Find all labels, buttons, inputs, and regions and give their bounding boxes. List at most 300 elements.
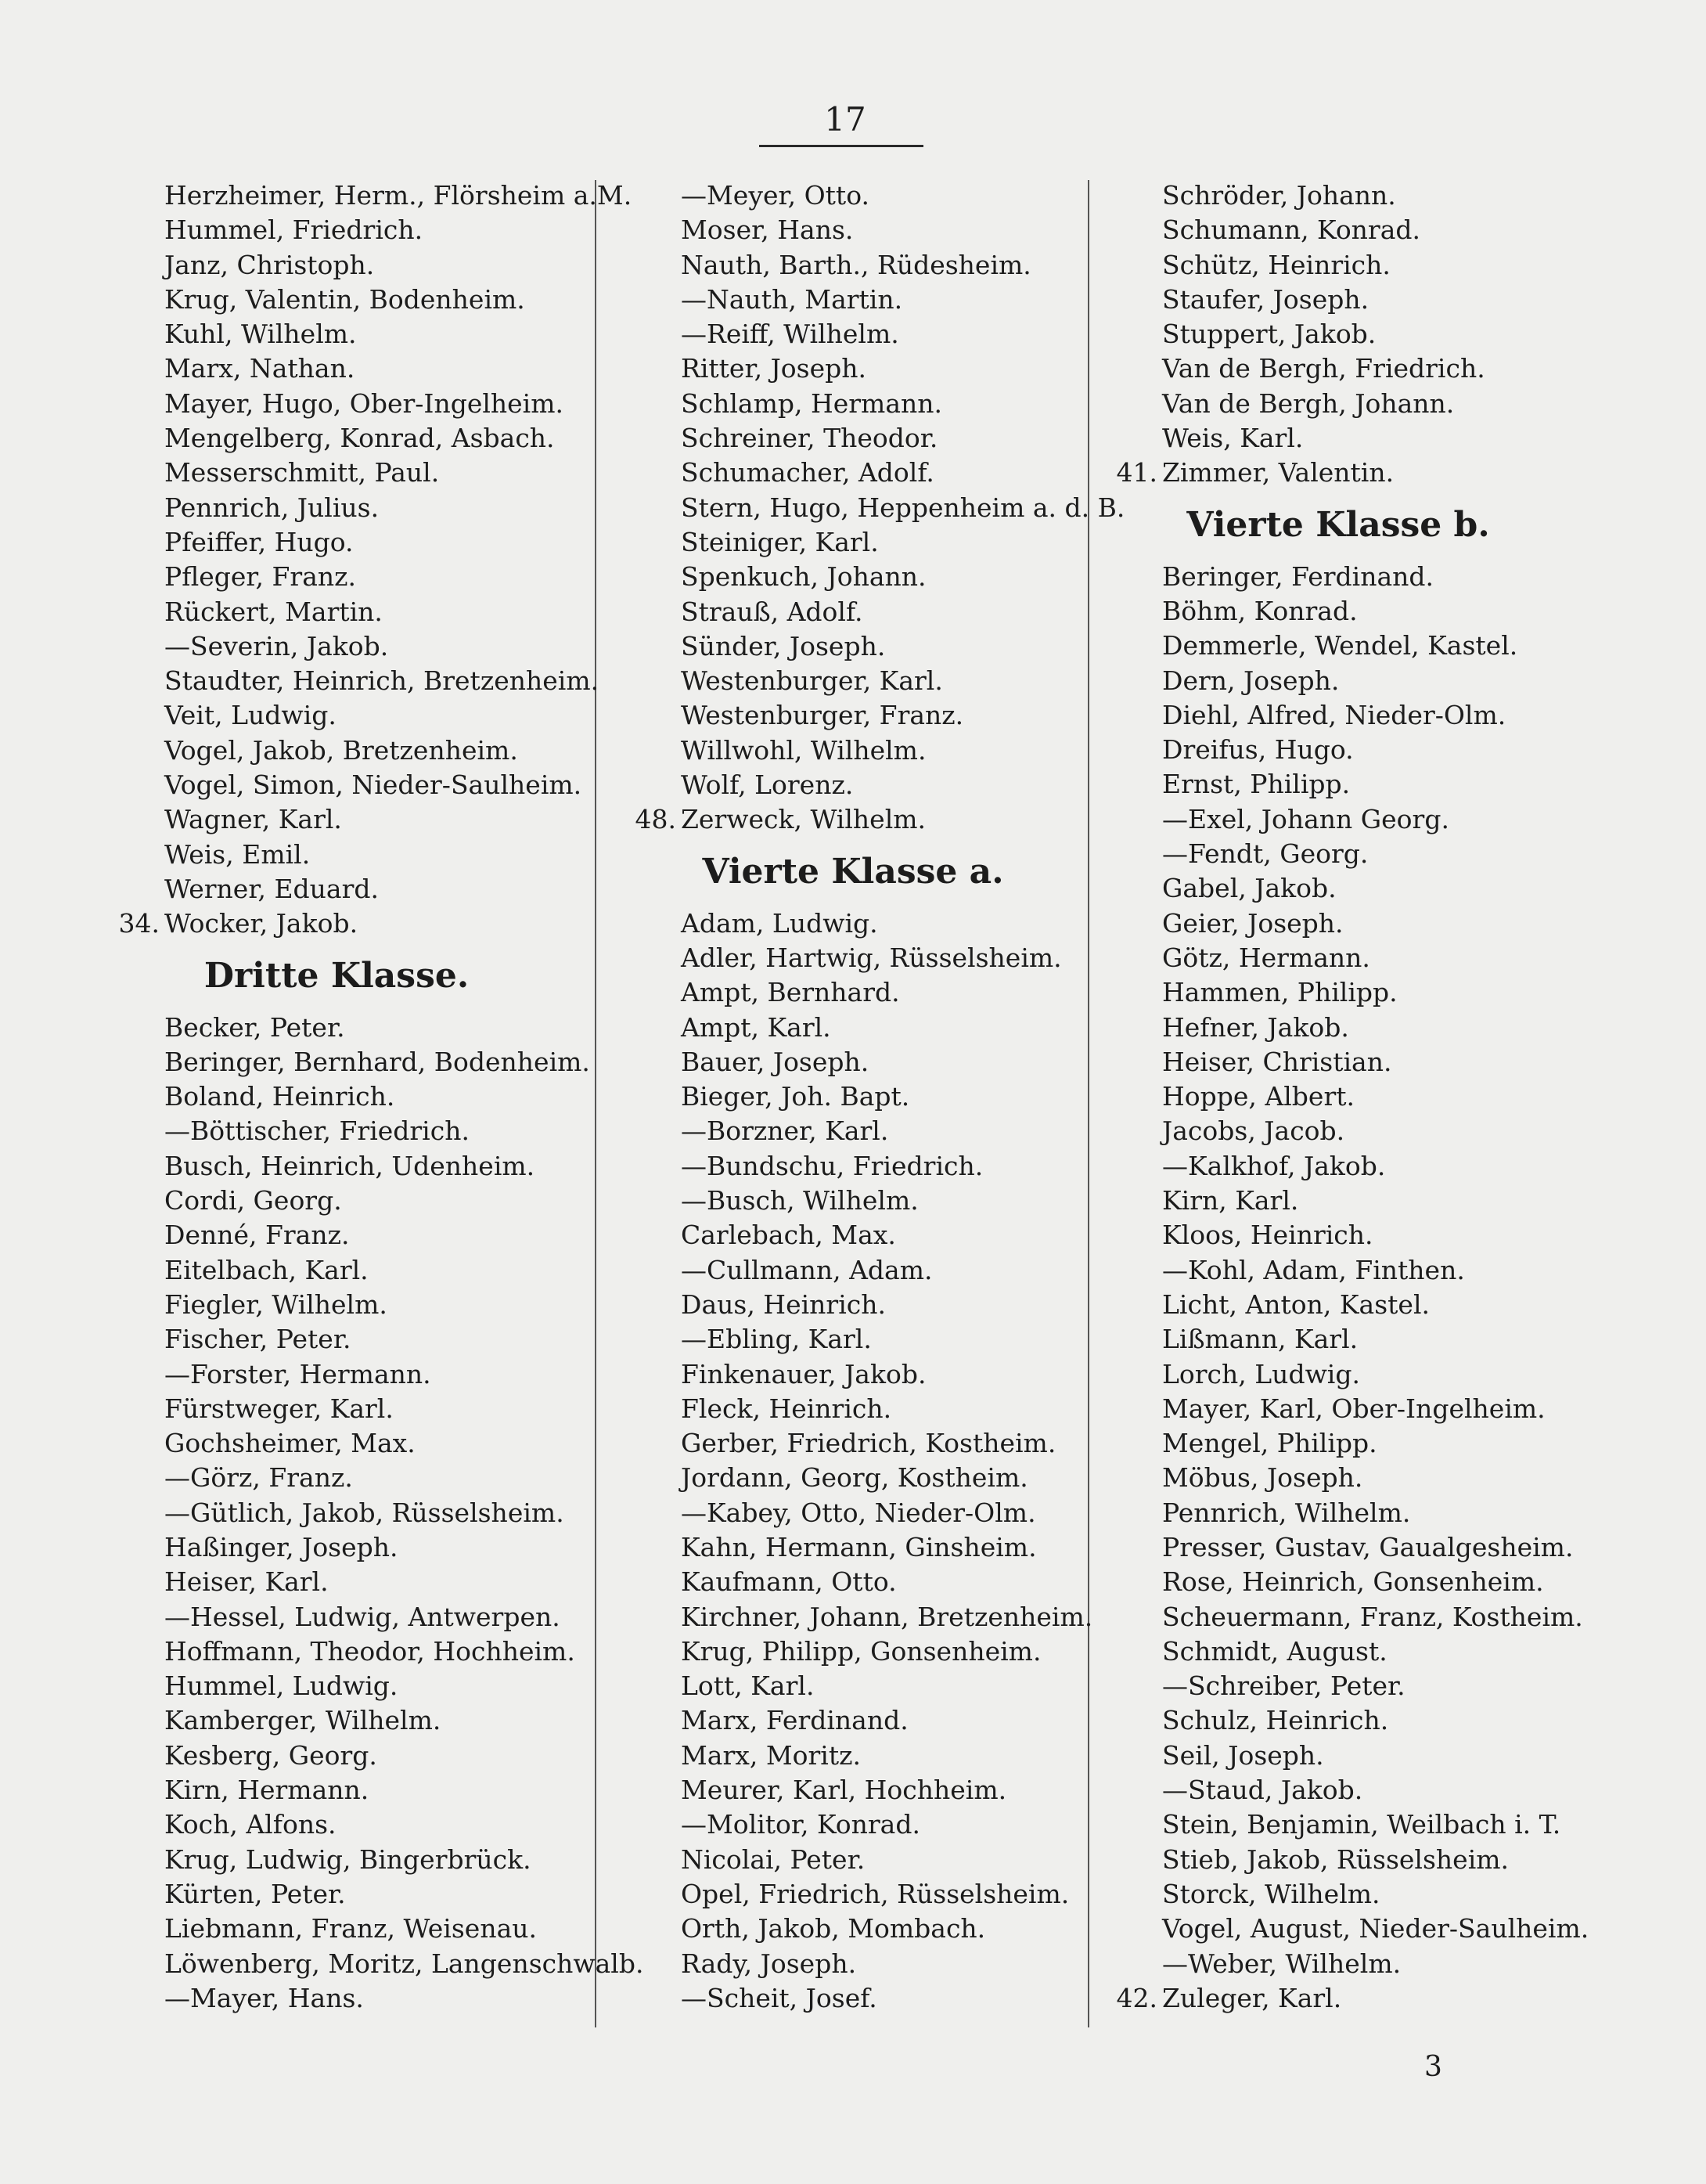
list-item	[610, 525, 1096, 560]
list-item	[1092, 733, 1585, 767]
list-item	[1092, 871, 1585, 906]
class-count: 42.	[1116, 1982, 1157, 2013]
student-name: Geier, Joseph.	[1162, 907, 1344, 939]
list-item	[1092, 178, 1585, 213]
list-item	[610, 213, 1096, 247]
list-item	[94, 213, 579, 247]
student-name: Kirn, Karl.	[1162, 1185, 1299, 1216]
list-item	[1092, 351, 1585, 386]
student-name: Denné, Franz.	[164, 1220, 350, 1251]
student-name: Westenburger, Franz.	[681, 700, 964, 731]
list-item	[94, 1288, 579, 1322]
student-name: Beringer, Ferdinand.	[1162, 560, 1434, 592]
list-item	[1092, 1877, 1585, 1912]
list-item	[94, 629, 579, 664]
list-item	[1092, 560, 1585, 594]
student-name: Boland, Heinrich.	[164, 1081, 395, 1112]
list-item	[94, 1114, 579, 1148]
student-name: Kaufmann, Otto.	[681, 1566, 897, 1598]
list-item	[94, 1981, 579, 2016]
student-name: Schmidt, August.	[1162, 1635, 1387, 1667]
list-item	[610, 733, 1096, 768]
student-name: Bieger, Joh. Bapt.	[681, 1081, 910, 1112]
list-item	[1092, 1079, 1585, 1114]
list-item	[94, 248, 579, 283]
student-name: —Scheit, Josef.	[681, 1982, 877, 2013]
student-name: Messerschmitt, Paul.	[164, 457, 440, 488]
student-name: Stieb, Jakob, Rüsselsheim.	[1162, 1843, 1510, 1875]
list-item	[610, 1773, 1096, 1807]
list-item	[94, 1011, 579, 1045]
list-item	[610, 975, 1096, 1010]
student-name: Schumacher, Adolf.	[681, 457, 934, 488]
student-name: Meurer, Karl, Hochheim.	[681, 1775, 1007, 1806]
list-item	[94, 283, 579, 317]
student-name: Dern, Joseph.	[1162, 665, 1340, 696]
student-name: —Cullmann, Adam.	[681, 1254, 933, 1285]
list-item	[610, 1184, 1096, 1218]
student-name: Mayer, Karl, Ober-Ingelheim.	[1162, 1393, 1546, 1424]
student-name: —Staud, Jakob.	[1162, 1775, 1363, 1806]
student-name: Seil, Joseph.	[1162, 1739, 1324, 1771]
student-name: Veit, Ludwig.	[164, 700, 337, 731]
student-name: Moser, Hans.	[681, 214, 854, 246]
list-item	[1092, 1912, 1589, 1946]
list-item	[94, 1392, 579, 1426]
list-item	[94, 768, 582, 802]
list-item	[94, 1947, 644, 1981]
student-name: —Kohl, Adam, Finthen.	[1162, 1254, 1465, 1285]
list-item	[610, 560, 1096, 594]
list-item	[610, 1565, 1096, 1599]
section-heading: Vierte Klasse b.	[1186, 504, 1490, 545]
list-item	[94, 1739, 579, 1773]
list-item	[94, 906, 579, 941]
student-name: —Hessel, Ludwig, Antwerpen.	[164, 1601, 560, 1632]
list-item	[610, 1357, 1096, 1392]
student-name: —Forster, Hermann.	[164, 1358, 431, 1389]
list-item	[94, 387, 579, 421]
student-name: Kloos, Heinrich.	[1162, 1220, 1373, 1251]
student-name: Janz, Christoph.	[164, 249, 375, 280]
student-name: Hoppe, Albert.	[1162, 1081, 1355, 1112]
list-item	[94, 421, 579, 456]
student-name: Diehl, Alfred, Nieder-Olm.	[1162, 699, 1506, 730]
student-name: Rady, Joseph.	[681, 1948, 857, 1979]
student-name: Koch, Alfons.	[164, 1809, 337, 1840]
student-name: —Böttischer, Friedrich.	[164, 1115, 470, 1147]
list-item	[1092, 1634, 1585, 1669]
list-item	[94, 1357, 579, 1392]
list-item	[94, 1426, 579, 1461]
student-name: Steiniger, Karl.	[681, 526, 879, 557]
student-name: Liebmann, Franz, Weisenau.	[164, 1913, 537, 1944]
student-name: Eitelbach, Karl.	[164, 1254, 369, 1285]
list-item	[610, 768, 1096, 802]
list-item	[1092, 975, 1585, 1010]
student-name: Marx, Nathan.	[164, 353, 355, 384]
student-name: Kürten, Peter.	[164, 1878, 346, 1909]
list-item	[94, 1496, 579, 1530]
list-item	[1092, 837, 1585, 871]
student-name: —Mayer, Hans.	[164, 1982, 364, 2013]
student-name: Pfeiffer, Hugo.	[164, 526, 354, 557]
student-name: Möbus, Joseph.	[1162, 1462, 1363, 1494]
list-item	[610, 802, 1096, 837]
student-name: Rückert, Martin.	[164, 596, 383, 627]
list-item	[94, 1807, 579, 1842]
student-name: Nicolai, Peter.	[681, 1843, 866, 1875]
list-item	[1092, 1669, 1585, 1703]
student-name: Zerweck, Wilhelm.	[681, 804, 927, 835]
student-name: —Schreiber, Peter.	[1162, 1670, 1405, 1702]
list-item	[1092, 698, 1585, 733]
list-item	[610, 1981, 1096, 2016]
page-number: 17	[824, 100, 866, 139]
student-name: Willwohl, Wilhelm.	[681, 734, 927, 766]
student-name: Fürstweger, Karl.	[164, 1393, 394, 1424]
list-item	[610, 317, 1096, 351]
student-name: Ampt, Bernhard.	[681, 977, 900, 1008]
student-name: Werner, Eduard.	[164, 873, 379, 904]
list-item	[94, 1669, 579, 1703]
list-item	[610, 1461, 1096, 1495]
student-name: Heiser, Karl.	[164, 1566, 329, 1598]
list-item	[94, 1634, 579, 1669]
student-name: Schlamp, Hermann.	[681, 387, 943, 419]
class-count: 48.	[635, 804, 676, 835]
list-item	[94, 1461, 579, 1495]
list-item	[1092, 1530, 1585, 1565]
list-item	[1092, 1843, 1585, 1877]
student-name: Spenkuch, Johann.	[681, 561, 927, 593]
list-item	[94, 872, 579, 906]
student-name: Jordann, Georg, Kostheim.	[681, 1462, 1028, 1494]
list-item	[94, 1565, 579, 1599]
student-name: Nauth, Barth., Rüdesheim.	[681, 249, 1031, 280]
list-item	[94, 1045, 590, 1079]
column-divider	[595, 180, 596, 2027]
list-item	[1092, 1426, 1585, 1461]
student-name: Lißmann, Karl.	[1162, 1324, 1359, 1355]
list-item	[94, 733, 579, 768]
list-item	[610, 351, 1096, 386]
class-count: 41.	[1116, 457, 1157, 488]
student-name: Busch, Heinrich, Udenheim.	[164, 1150, 535, 1181]
list-item	[1092, 456, 1585, 490]
student-name: Pennrich, Julius.	[164, 492, 380, 523]
list-item	[610, 1669, 1096, 1703]
list-item	[1092, 1357, 1585, 1392]
student-name: —Meyer, Otto.	[681, 180, 869, 211]
student-name: —Kabey, Otto, Nieder-Olm.	[681, 1497, 1036, 1528]
list-item	[1092, 387, 1585, 421]
student-name: Hummel, Friedrich.	[164, 214, 423, 246]
student-name: —Görz, Franz.	[164, 1462, 353, 1494]
list-item	[1092, 1322, 1585, 1357]
student-name: Kamberger, Wilhelm.	[164, 1705, 441, 1736]
list-item	[610, 421, 1096, 456]
list-item	[94, 560, 579, 594]
signature-number: 3	[1424, 2051, 1442, 2083]
student-name: Fischer, Peter.	[164, 1324, 351, 1355]
student-name: Herzheimer, Herm., Flörsheim a.M.	[164, 180, 632, 211]
list-item	[610, 456, 1096, 490]
list-item	[1092, 906, 1585, 941]
student-name: Lorch, Ludwig.	[1162, 1358, 1360, 1389]
student-name: Fleck, Heinrich.	[681, 1393, 892, 1424]
student-name: Orth, Jakob, Mombach.	[681, 1913, 986, 1944]
student-name: —Ebling, Karl.	[681, 1324, 872, 1355]
list-item	[94, 525, 579, 560]
student-name: Presser, Gustav, Gaualgesheim.	[1162, 1531, 1574, 1562]
list-item	[610, 1496, 1096, 1530]
list-item	[1092, 213, 1585, 247]
list-item	[1092, 1288, 1585, 1322]
list-item	[1092, 629, 1585, 663]
student-name: Hummel, Ludwig.	[164, 1670, 398, 1702]
list-item	[1092, 1773, 1585, 1807]
header-rule	[759, 145, 923, 147]
list-item	[94, 1253, 579, 1288]
student-name: —Weber, Wilhelm.	[1162, 1948, 1402, 1979]
list-item	[1092, 1981, 1585, 2016]
student-name: Schütz, Heinrich.	[1162, 249, 1391, 280]
student-name: —Reiff, Wilhelm.	[681, 319, 899, 350]
list-item	[610, 491, 1125, 525]
list-item	[1092, 1600, 1585, 1634]
list-item	[94, 1079, 579, 1114]
student-name: Gabel, Jakob.	[1162, 873, 1337, 904]
student-name: Marx, Moritz.	[681, 1739, 861, 1771]
list-item	[94, 1912, 579, 1946]
list-item	[1092, 248, 1585, 283]
list-item	[610, 906, 1096, 941]
list-item	[1092, 1149, 1585, 1184]
list-item	[94, 1703, 579, 1738]
student-name: Ampt, Karl.	[681, 1011, 831, 1043]
list-item	[1092, 1218, 1585, 1252]
student-name: —Exel, Johann Georg.	[1162, 803, 1449, 834]
list-item	[610, 1912, 1096, 1946]
list-item	[94, 1322, 579, 1357]
student-name: Vogel, Jakob, Bretzenheim.	[164, 734, 518, 766]
student-name: Zuleger, Karl.	[1162, 1982, 1342, 2013]
list-item	[1092, 594, 1585, 629]
list-item	[1092, 1947, 1585, 1981]
student-name: Mengel, Philipp.	[1162, 1428, 1377, 1459]
student-name: Dreifus, Hugo.	[1162, 734, 1354, 766]
list-item	[1092, 1565, 1585, 1599]
list-item	[610, 595, 1096, 629]
list-item	[610, 1703, 1096, 1738]
list-item	[1092, 1011, 1585, 1045]
student-name: Pfleger, Franz.	[164, 561, 357, 593]
student-name: Gochsheimer, Max.	[164, 1428, 416, 1459]
list-item	[610, 1807, 1096, 1842]
list-item	[94, 491, 579, 525]
list-item	[94, 456, 579, 490]
list-item	[610, 1288, 1096, 1322]
list-item	[610, 283, 1096, 317]
student-name: Kesberg, Georg.	[164, 1739, 377, 1771]
list-item	[1092, 283, 1585, 317]
list-item	[1092, 1184, 1585, 1218]
student-name: Van de Bergh, Friedrich.	[1162, 353, 1485, 384]
list-item	[610, 1079, 1096, 1114]
student-name: —Severin, Jakob.	[164, 630, 389, 661]
student-name: Scheuermann, Franz, Kostheim.	[1162, 1601, 1583, 1632]
list-item	[1092, 1045, 1585, 1079]
student-name: Daus, Heinrich.	[681, 1288, 886, 1320]
student-name: —Gütlich, Jakob, Rüsselsheim.	[164, 1497, 564, 1528]
section-heading: Vierte Klasse a.	[702, 851, 1004, 892]
list-item	[94, 1773, 579, 1807]
list-item	[610, 1045, 1096, 1079]
list-item	[610, 1600, 1096, 1634]
list-item	[610, 1322, 1096, 1357]
student-name: Krug, Ludwig, Bingerbrück.	[164, 1843, 531, 1875]
list-item	[94, 802, 579, 837]
student-name: Hefner, Jakob.	[1162, 1011, 1349, 1043]
student-name: Staufer, Joseph.	[1162, 283, 1369, 315]
student-name: Heiser, Christian.	[1162, 1046, 1392, 1077]
student-name: Cordi, Georg.	[164, 1185, 342, 1216]
student-name: Fiegler, Wilhelm.	[164, 1288, 387, 1320]
list-item	[1092, 421, 1585, 456]
column-middle	[610, 178, 1125, 2016]
list-item	[1092, 317, 1585, 351]
student-name: Kahn, Hermann, Ginsheim.	[681, 1531, 1037, 1562]
student-name: Vogel, August, Nieder-Saulheim.	[1162, 1913, 1589, 1944]
list-item	[1092, 1703, 1585, 1738]
list-item	[94, 1184, 579, 1218]
section-heading: Dritte Klasse.	[203, 955, 470, 996]
list-item	[94, 351, 579, 386]
list-item	[610, 629, 1096, 664]
list-item	[610, 1530, 1096, 1565]
student-name: Stern, Hugo, Heppenheim a. d. B.	[681, 492, 1125, 523]
student-name: Adler, Hartwig, Rüsselsheim.	[681, 942, 1062, 973]
student-name: Weis, Emil.	[164, 838, 311, 870]
list-item	[94, 1530, 579, 1565]
list-item	[1092, 664, 1585, 698]
list-item	[94, 595, 579, 629]
student-name: Löwenberg, Moritz, Langenschwalb.	[164, 1948, 644, 1979]
student-name: Ritter, Joseph.	[681, 353, 867, 384]
student-name: —Busch, Wilhelm.	[681, 1185, 919, 1216]
student-name: Hoffmann, Theodor, Hochheim.	[164, 1635, 575, 1667]
student-name: Götz, Hermann.	[1162, 942, 1370, 973]
student-name: Gerber, Friedrich, Kostheim.	[681, 1428, 1056, 1459]
list-item	[94, 664, 599, 698]
student-name: —Kalkhof, Jakob.	[1162, 1150, 1386, 1181]
list-item	[610, 698, 1096, 733]
student-name: Krug, Philipp, Gonsenheim.	[681, 1635, 1042, 1667]
list-item	[1092, 1739, 1585, 1773]
student-name: Mayer, Hugo, Ober-Ingelheim.	[164, 387, 564, 419]
student-name: Finkenauer, Jakob.	[681, 1358, 927, 1389]
student-name: Marx, Ferdinand.	[681, 1705, 909, 1736]
list-item	[1092, 1496, 1585, 1530]
student-name: —Fendt, Georg.	[1162, 838, 1369, 870]
list-item	[94, 1877, 579, 1912]
list-item	[94, 1149, 579, 1184]
list-item	[1092, 941, 1585, 975]
list-item	[610, 387, 1096, 421]
list-item	[610, 1149, 1096, 1184]
student-name: Licht, Anton, Kastel.	[1162, 1288, 1430, 1320]
list-item	[1092, 1114, 1585, 1148]
student-name: Lott, Karl.	[681, 1670, 815, 1702]
list-item	[1092, 1807, 1585, 1842]
list-item	[610, 664, 1096, 698]
list-item	[94, 317, 579, 351]
student-name: Schumann, Konrad.	[1162, 214, 1420, 246]
student-name: Bauer, Joseph.	[681, 1046, 869, 1077]
student-name: Weis, Karl.	[1162, 423, 1304, 454]
list-item	[610, 1218, 1096, 1252]
student-name: Staudter, Heinrich, Bretzenheim.	[164, 665, 599, 697]
list-item	[94, 1843, 579, 1877]
list-item	[610, 1739, 1096, 1773]
student-name: —Molitor, Konrad.	[681, 1809, 920, 1840]
list-item	[610, 1843, 1096, 1877]
list-item	[610, 1114, 1096, 1148]
student-name: Sünder, Joseph.	[681, 630, 886, 661]
student-name: Hammen, Philipp.	[1162, 977, 1398, 1008]
list-item	[1092, 767, 1585, 802]
student-name: Rose, Heinrich, Gonsenheim.	[1162, 1566, 1544, 1598]
student-name: Haßinger, Joseph.	[164, 1531, 398, 1562]
student-name: Schröder, Johann.	[1162, 180, 1396, 211]
list-item	[610, 1426, 1096, 1461]
student-name: Westenburger, Karl.	[681, 665, 943, 697]
student-name: Kuhl, Wilhelm.	[164, 319, 357, 350]
class-count: 34.	[118, 908, 160, 939]
student-name: Opel, Friedrich, Rüsselsheim.	[681, 1878, 1070, 1909]
list-item	[1092, 1253, 1585, 1288]
student-name: Kirchner, Johann, Bretzenheim.	[681, 1601, 1093, 1632]
list-item	[610, 1253, 1096, 1288]
student-name: —Borzner, Karl.	[681, 1115, 889, 1147]
list-item	[1092, 1392, 1585, 1426]
list-item	[1092, 1461, 1585, 1495]
student-name: Schreiner, Theodor.	[681, 423, 938, 454]
student-name: Beringer, Bernhard, Bodenheim.	[164, 1046, 590, 1077]
student-name: Krug, Valentin, Bodenheim.	[164, 283, 525, 315]
student-name: Stuppert, Jakob.	[1162, 319, 1377, 350]
student-name: Zimmer, Valentin.	[1162, 457, 1395, 488]
list-item	[610, 1634, 1096, 1669]
student-name: Ernst, Philipp.	[1162, 769, 1351, 800]
list-item	[610, 178, 1096, 213]
student-name: —Bundschu, Friedrich.	[681, 1150, 984, 1181]
list-item	[610, 941, 1096, 975]
list-item	[94, 838, 579, 872]
student-name: Wagner, Karl.	[164, 804, 342, 835]
list-item	[94, 1600, 579, 1634]
list-item	[94, 1218, 579, 1252]
student-name: Wocker, Jakob.	[164, 908, 358, 939]
student-name: Demmerle, Wendel, Kastel.	[1162, 630, 1518, 661]
list-item	[610, 1011, 1096, 1045]
list-item	[94, 698, 579, 733]
student-name: Kirn, Hermann.	[164, 1775, 369, 1806]
list-item	[610, 1877, 1096, 1912]
column-right	[1092, 178, 1589, 2016]
student-name: Schulz, Heinrich.	[1162, 1705, 1389, 1736]
